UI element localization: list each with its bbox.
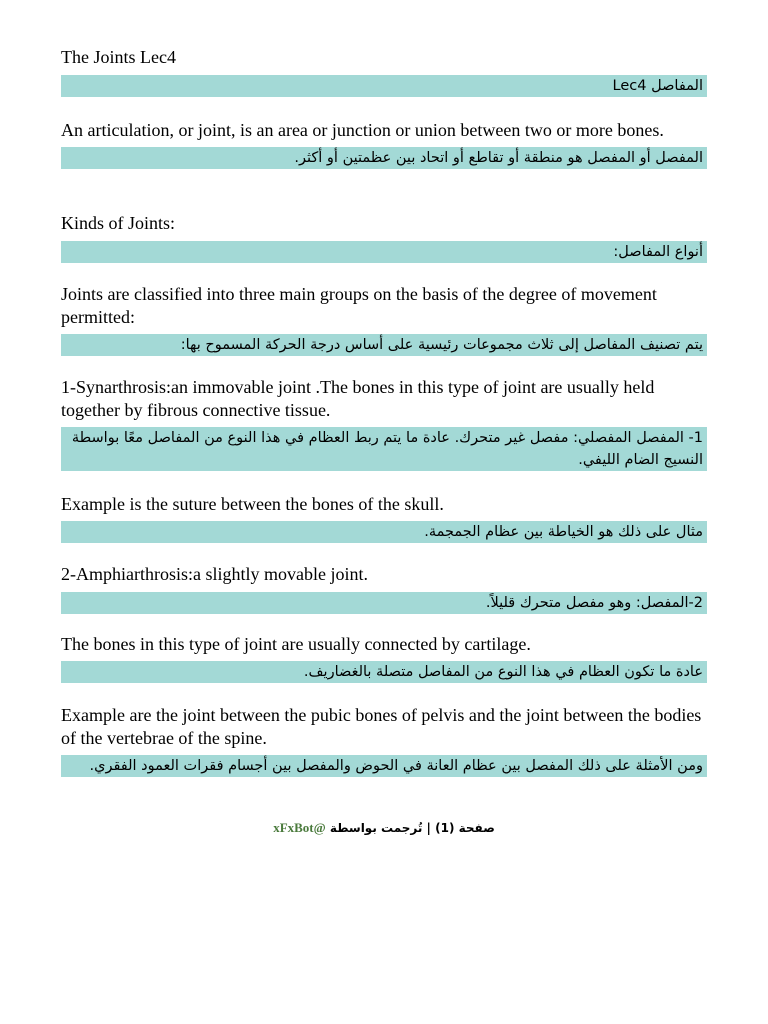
definition-section	[61, 119, 707, 169]
title-arabic: المفاصل Lec4	[61, 75, 707, 97]
title-section	[61, 46, 707, 97]
page-footer	[0, 820, 768, 836]
classification-arabic: يتم تصنيف المفاصل إلى ثلاث مجموعات رئيسية على أساس درجة الحركة المسموح بها:	[61, 334, 707, 356]
definition-arabic: المفصل أو المفصل هو منطقة أو تقاطع أو اتحاد بين عظمتين أو أكثر.	[61, 147, 707, 169]
suture-english: Example is the suture between the bones of the skull.	[61, 494, 444, 514]
amphiarthrosis-arabic: 2-المفصل: وهو مفصل متحرك قليلاً.	[61, 592, 707, 614]
definition-english: An articulation, or joint, is an area or junction or union between two or more bones.	[61, 120, 664, 140]
title-english: The Joints Lec4	[61, 47, 176, 67]
classification-section	[61, 283, 707, 356]
pubic-example-section	[61, 704, 707, 777]
suture-arabic: مثال على ذلك هو الخياطة بين عظام الجمجمة.	[61, 521, 707, 543]
pubic-example-arabic: ومن الأمثلة على ذلك المفصل بين عظام العانة في الحوض والمفصل بين أجسام فقرات العمود الفقري.	[61, 755, 707, 777]
suture-section	[61, 493, 707, 543]
cartilage-section	[61, 633, 707, 683]
footer-page-text: صفحة (1) | تُرجمت بواسطة	[329, 821, 495, 835]
synarthrosis-english: 1-Synarthrosis:an immovable joint .The bones in this type of joint are usually held together by fibrous connective tissue.	[61, 377, 655, 420]
kinds-section	[61, 212, 707, 263]
synarthrosis-arabic: 1- المفصل المفصلي: مفصل غير متحرك. عادة ما يتم ربط العظام في هذا النوع من المفاصل معًا بواسطة النسيج الضام الليفي.	[61, 427, 707, 471]
cartilage-english: The bones in this type of joint are usually connected by cartilage.	[61, 634, 531, 654]
pubic-example-english: Example are the joint between the pubic bones of pelvis and the joint between the bodies of the vertebrae of the spine.	[61, 705, 702, 748]
footer-bot-link[interactable]: @xFxBot	[273, 820, 326, 835]
classification-english: Joints are classified into three main groups on the basis of the degree of movement permitted:	[61, 284, 657, 327]
synarthrosis-section	[61, 376, 707, 471]
amphiarthrosis-section	[61, 563, 707, 614]
amphiarthrosis-english: 2-Amphiarthrosis:a slightly movable joint.	[61, 564, 368, 584]
cartilage-arabic: عادة ما تكون العظام في هذا النوع من المفاصل متصلة بالغضاريف.	[61, 661, 707, 683]
kinds-arabic: أنواع المفاصل:	[61, 241, 707, 263]
kinds-english: Kinds of Joints:	[61, 213, 176, 233]
